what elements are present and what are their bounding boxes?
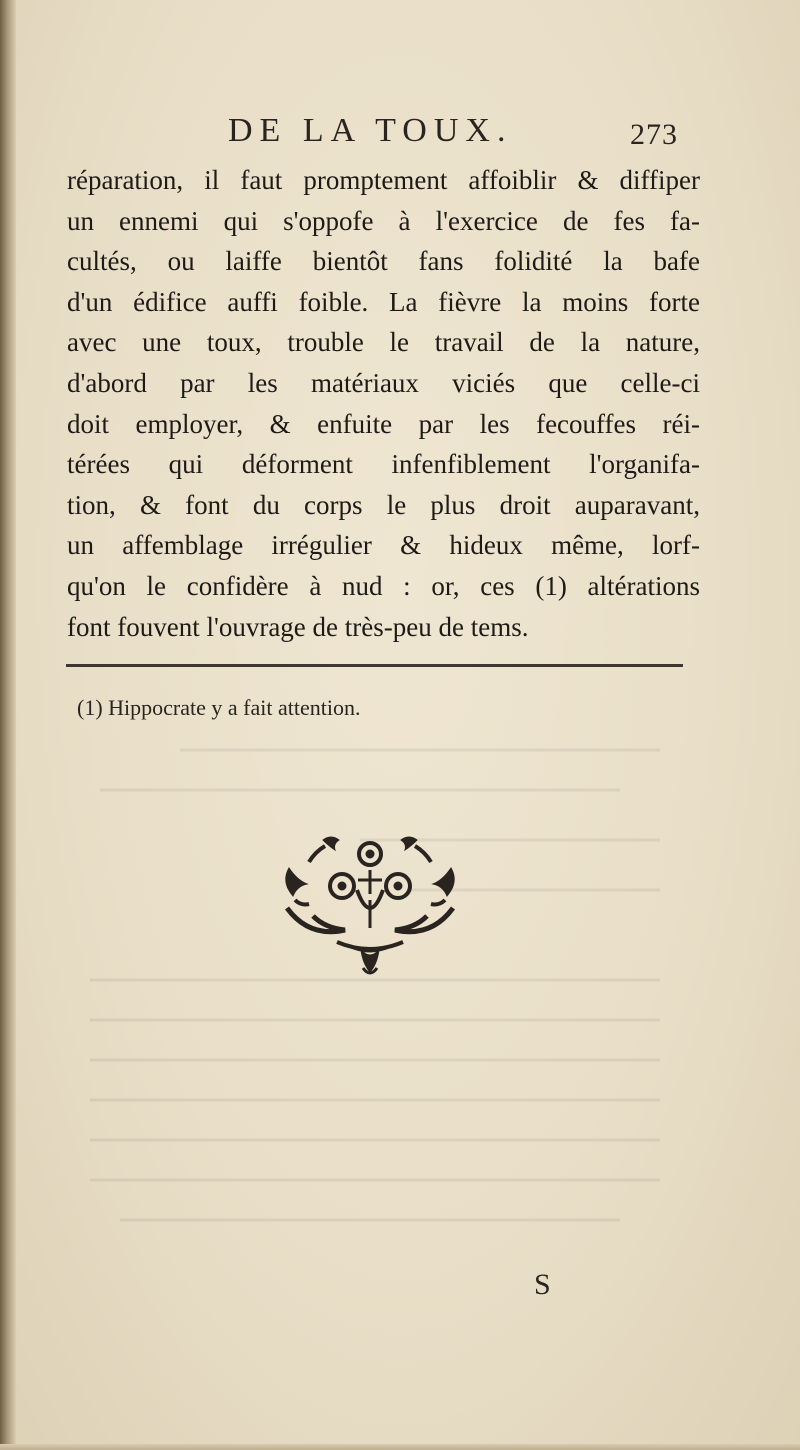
text-line: térées qui déforment infenfiblement l'organifa- bbox=[67, 449, 700, 480]
footnote-rule bbox=[66, 664, 683, 667]
text-line: un affemblage irrégulier & hideux même, lorf- bbox=[67, 530, 700, 561]
text-line: tion, & font du corps le plus droit auparavant, bbox=[67, 489, 700, 520]
page-number: 273 bbox=[630, 118, 678, 151]
text-line: un ennemi qui s'oppofe à l'exercice de fes fa- bbox=[67, 205, 700, 236]
text-line: avec une toux, trouble le travail de la nature, bbox=[67, 327, 700, 358]
text-line: d'abord par les matériaux viciés que celle-ci bbox=[67, 367, 700, 398]
running-head-title: DE LA TOUX. bbox=[228, 112, 513, 149]
binding-gutter bbox=[0, 0, 16, 1450]
text-line: font fouvent l'ouvrage de très-peu de tems. bbox=[67, 611, 529, 642]
text-line: qu'on le confidère à nud : or, ces (1) altérations bbox=[67, 570, 700, 601]
floral-ornament-icon bbox=[265, 828, 475, 988]
page-bottom-edge bbox=[0, 1444, 800, 1450]
footnote: (1) Hippocrate y a fait attention. bbox=[77, 695, 361, 720]
text-line: réparation, il faut promptement affoiblir & diffiper bbox=[67, 165, 700, 195]
text-line: d'un édifice auffi foible. La fièvre la moins forte bbox=[67, 286, 700, 317]
body-text bbox=[67, 160, 700, 647]
text-line: cultés, ou laiffe bientôt fans folidité la bafe bbox=[67, 246, 700, 277]
text-line: doit employer, & enfuite par les fecouffes réi- bbox=[67, 408, 700, 439]
show-through-text bbox=[60, 720, 700, 1300]
running-head bbox=[228, 110, 678, 160]
signature-mark: S bbox=[534, 1268, 551, 1301]
